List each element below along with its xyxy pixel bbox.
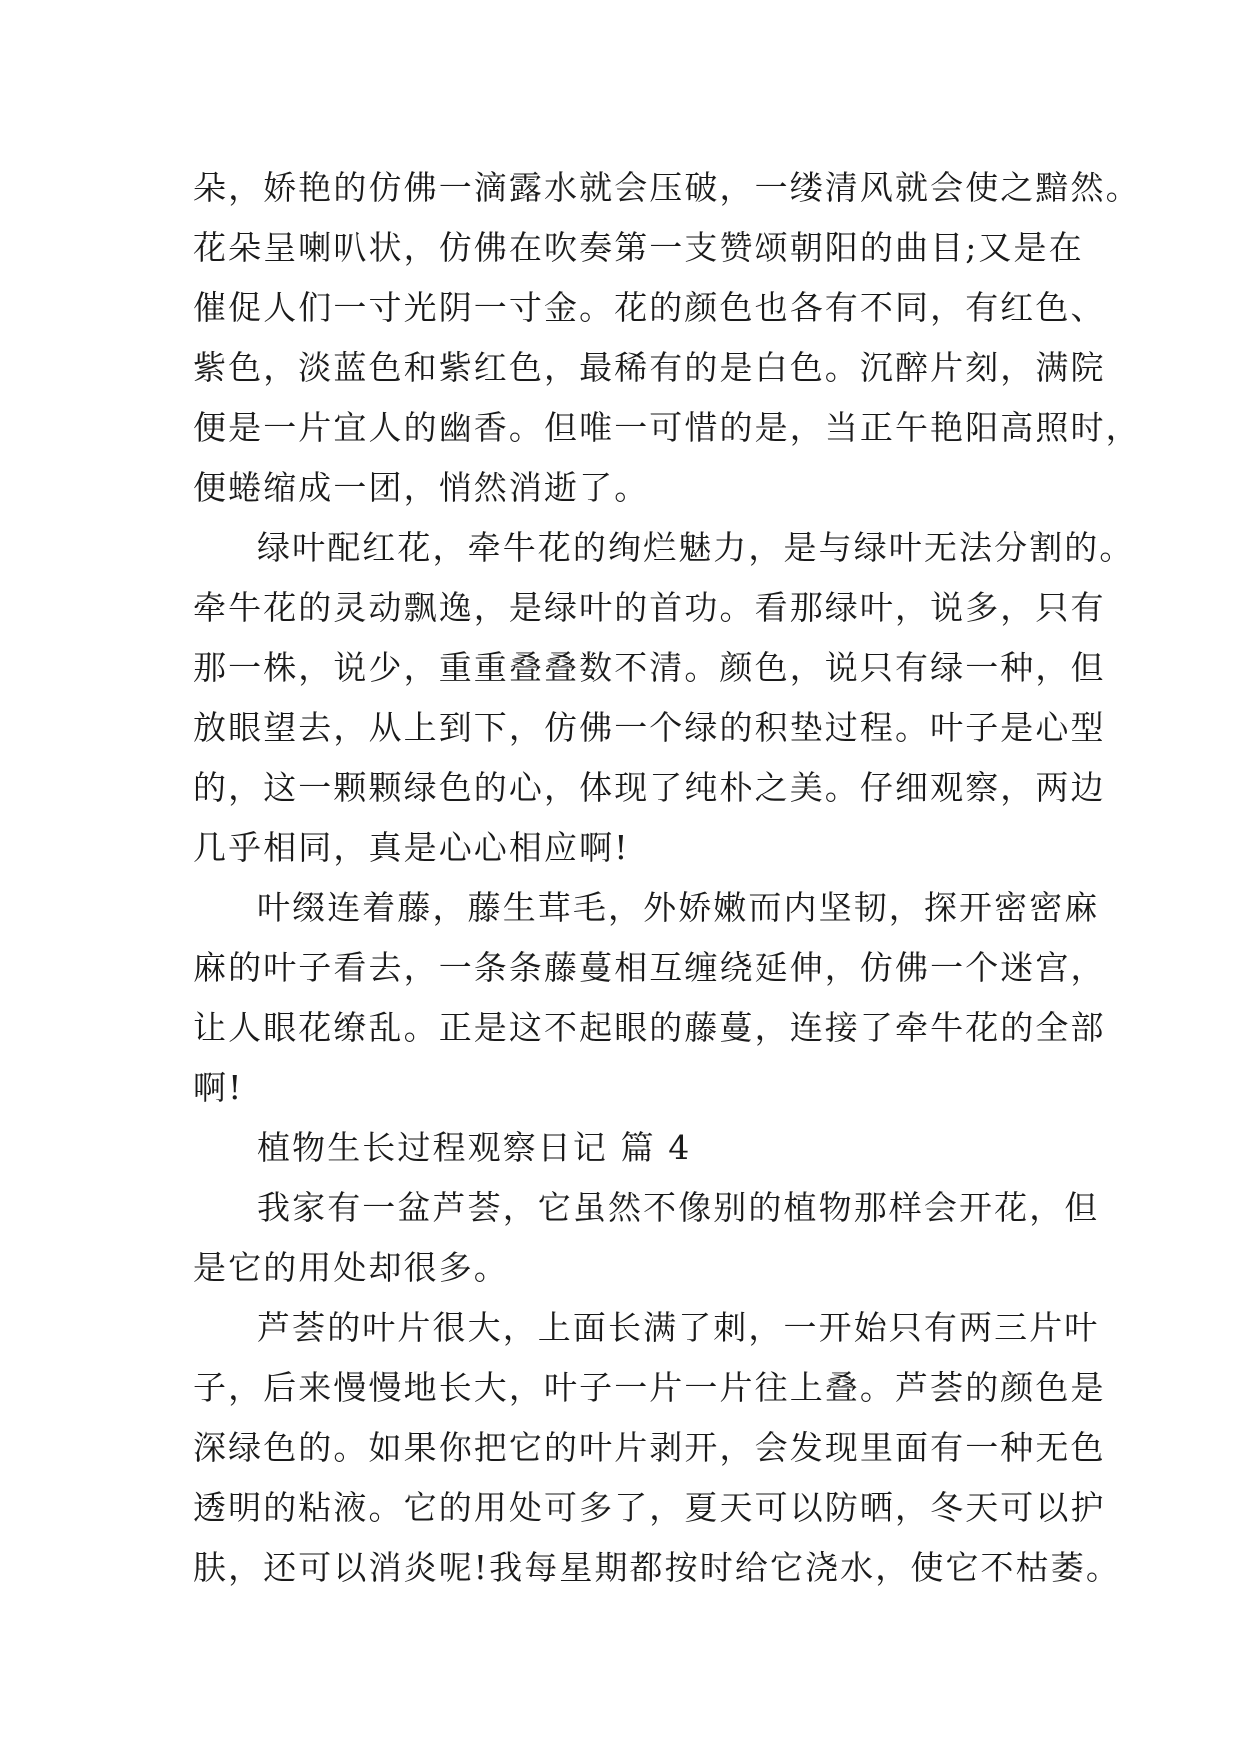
text-line: 那一株，说少，重重叠叠数不清。颜色，说只有绿一种，但 xyxy=(193,648,1106,687)
document-body xyxy=(193,158,1141,1598)
text-line: 紫色，淡蓝色和紫红色，最稀有的是白色。沉醉片刻，满院 xyxy=(193,348,1106,387)
text-line: 深绿色的。如果你把它的叶片剥开，会发现里面有一种无色 xyxy=(193,1428,1106,1467)
text-line: 透明的粘液。它的用处可多了，夏天可以防晒，冬天可以护 xyxy=(193,1488,1106,1527)
text-line: 绿叶配红花，牵牛花的绚烂魅力，是与绿叶无法分割的。 xyxy=(257,528,1135,567)
text-line: 让人眼花缭乱。正是这不起眼的藤蔓，连接了牵牛花的全部 xyxy=(193,1008,1106,1047)
text-line: 便蜷缩成一团，悄然消逝了。 xyxy=(193,468,650,507)
text-line: 子，后来慢慢地长大，叶子一片一片往上叠。芦荟的颜色是 xyxy=(193,1368,1106,1407)
section-heading: 植物生长过程观察日记 篇 4 xyxy=(257,1128,692,1167)
text-line: 芦荟的叶片很大，上面长满了刺，一开始只有两三片叶 xyxy=(257,1308,1100,1347)
text-line: 是它的用处却很多。 xyxy=(193,1248,509,1287)
text-line: 叶缀连着藤，藤生茸毛，外娇嫩而内坚韧，探开密密麻 xyxy=(257,888,1100,927)
text-line: 催促人们一寸光阴一寸金。花的颜色也各有不同，有红色、 xyxy=(193,288,1106,327)
text-line: 便是一片宜人的幽香。但唯一可惜的是，当正午艳阳高照时， xyxy=(193,408,1141,447)
text-line: 花朵呈喇叭状，仿佛在吹奏第一支赞颂朝阳的曲目;又是在 xyxy=(193,228,1084,267)
text-line: 牵牛花的灵动飘逸，是绿叶的首功。看那绿叶，说多，只有 xyxy=(193,588,1106,627)
text-line: 朵，娇艳的仿佛一滴露水就会压破，一缕清风就会使之黯然。 xyxy=(193,168,1141,207)
text-line: 麻的叶子看去，一条条藤蔓相互缠绕延伸，仿佛一个迷宫， xyxy=(193,948,1106,987)
text-line: 的，这一颗颗绿色的心，体现了纯朴之美。仔细观察，两边 xyxy=(193,768,1106,807)
text-line: 几乎相同，真是心心相应啊! xyxy=(193,828,630,867)
text-line: 啊! xyxy=(193,1068,244,1107)
text-line: 肤，还可以消炎呢!我每星期都按时给它浇水，使它不枯萎。 xyxy=(193,1548,1121,1587)
text-line: 放眼望去，从上到下，仿佛一个绿的积垫过程。叶子是心型 xyxy=(193,708,1106,747)
text-line: 我家有一盆芦荟，它虽然不像别的植物那样会开花，但 xyxy=(257,1188,1100,1227)
